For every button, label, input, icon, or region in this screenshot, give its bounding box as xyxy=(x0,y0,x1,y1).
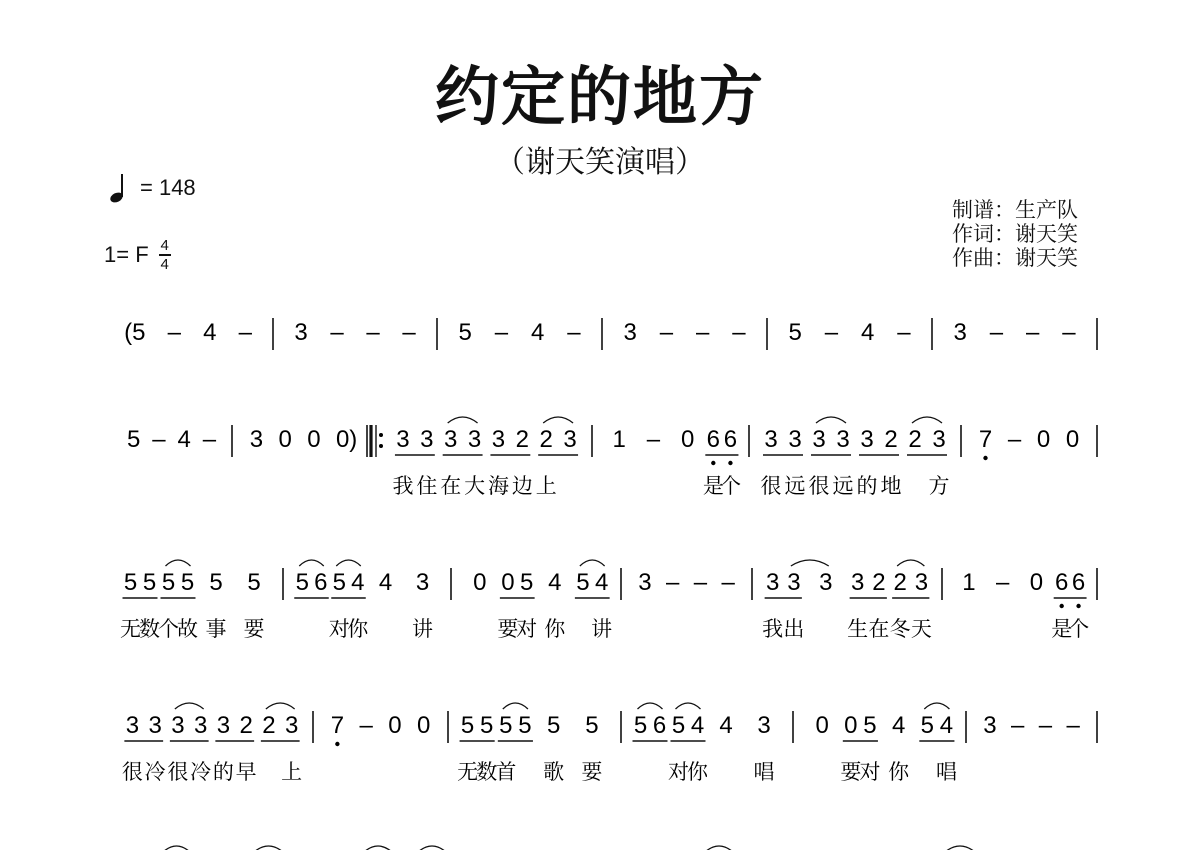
score-title: 约定的地方 xyxy=(435,61,765,135)
lyric-char: 首 xyxy=(495,760,517,784)
note: 3 xyxy=(396,426,410,453)
slur-arc xyxy=(299,560,324,566)
note: 2 xyxy=(872,569,886,596)
note: 6 xyxy=(652,712,667,739)
dash-extension: – xyxy=(202,426,217,453)
note: 3 xyxy=(171,712,185,739)
note: 4 xyxy=(548,569,562,596)
note: 5 xyxy=(920,712,934,739)
lyric-char: 对 xyxy=(516,617,538,641)
note: 5 xyxy=(180,569,195,596)
note: 3 xyxy=(953,319,967,346)
note: 3 xyxy=(914,569,929,596)
dash-extension: – xyxy=(695,319,710,346)
lyric-char: 边 xyxy=(511,474,533,498)
credit-lyricist: 作词：谢天笑 xyxy=(952,222,1078,246)
note: 6 xyxy=(706,426,720,453)
note: 3 xyxy=(415,569,430,596)
note: 4 xyxy=(939,712,954,739)
dash-extension: – xyxy=(359,712,373,739)
note: 4 xyxy=(719,712,733,739)
lyric-char: 在 xyxy=(868,617,890,641)
lyric-char: 海 xyxy=(487,474,509,498)
octave-dot xyxy=(335,742,339,746)
note: 5 xyxy=(295,569,309,596)
note: 3 xyxy=(193,712,208,739)
lyric-char: 要 xyxy=(840,760,862,784)
lyric-char: 冷 xyxy=(190,760,212,784)
slur-arc xyxy=(266,703,295,709)
note: 4 xyxy=(177,426,191,453)
note: 0 xyxy=(1065,426,1080,453)
slur-arc xyxy=(175,703,204,709)
repeat-dot xyxy=(379,433,383,437)
slur-arc xyxy=(448,417,478,423)
note: 5 xyxy=(863,712,877,739)
dash-extension: – xyxy=(152,426,166,453)
note: 0 xyxy=(1029,569,1044,596)
octave-dot xyxy=(728,461,732,465)
note: 6 xyxy=(314,569,328,596)
dash-extension: – xyxy=(721,569,735,596)
note: 3 xyxy=(249,426,264,453)
note: 2 xyxy=(515,426,529,453)
note: 7 xyxy=(978,426,993,453)
note: 3 xyxy=(563,426,577,453)
note: 5 xyxy=(142,569,157,596)
note: 3 xyxy=(757,712,771,739)
slur-arc xyxy=(254,846,283,850)
octave-dot xyxy=(1059,604,1063,608)
lyric-char: 大 xyxy=(464,474,486,498)
note: 5 xyxy=(247,569,261,596)
note: 3 xyxy=(294,319,308,346)
note: 2 xyxy=(539,426,553,453)
slur-arc xyxy=(897,560,924,566)
lyric-char: 对 xyxy=(668,760,689,784)
credit-transcriber: 制谱：生产队 xyxy=(952,198,1078,222)
dash-extension: – xyxy=(494,319,509,346)
lyric-char: 对 xyxy=(328,617,350,641)
lyric-char: 是 xyxy=(1051,617,1073,641)
note: 7 xyxy=(330,712,345,739)
note: 4 xyxy=(690,712,705,739)
slur-arc xyxy=(163,846,190,850)
lyric-char: 个 xyxy=(719,474,741,498)
note: 3 xyxy=(788,426,802,453)
note: 6 xyxy=(1055,569,1069,596)
lyric-char: 你 xyxy=(347,617,369,641)
dash-extension: – xyxy=(330,319,344,346)
lyric-char: 个 xyxy=(1068,617,1090,641)
note: 5 xyxy=(480,712,494,739)
note: 5 xyxy=(332,569,346,596)
lyric-char: 讲 xyxy=(591,617,613,641)
note: 2 xyxy=(893,569,907,596)
note: 3 xyxy=(623,319,637,346)
lyric-char: 上 xyxy=(281,760,303,784)
octave-dot xyxy=(1076,604,1080,608)
dash-extension: – xyxy=(167,319,181,346)
note: 5 xyxy=(458,319,472,346)
note: 3 xyxy=(932,426,946,453)
dash-extension: – xyxy=(693,569,708,596)
note: 0 xyxy=(815,712,829,739)
lyric-char: 个 xyxy=(158,617,179,641)
lyric-char: 唱 xyxy=(935,760,957,784)
note: 2 xyxy=(884,426,898,453)
note: 1 xyxy=(962,569,976,596)
lyric-char: 远 xyxy=(784,474,806,498)
dash-extension: – xyxy=(1010,712,1025,739)
lyric-char: 方 xyxy=(928,474,950,498)
slur-arc xyxy=(791,560,829,566)
lyric-char: 的 xyxy=(212,760,234,784)
note: 2 xyxy=(262,712,276,739)
slur-arc xyxy=(705,846,733,850)
note: 5 xyxy=(633,712,648,739)
lyric-char: 事 xyxy=(205,617,227,641)
dash-extension: – xyxy=(366,319,380,346)
note: 3 xyxy=(420,426,434,453)
score-subtitle: （谢天笑演唱） xyxy=(495,145,705,180)
note: 3 xyxy=(765,569,780,596)
slur-arc xyxy=(503,703,528,709)
note: 0 xyxy=(501,569,515,596)
note: 0 xyxy=(416,712,431,739)
note: 5 xyxy=(499,712,513,739)
note: 0 xyxy=(680,426,695,453)
note: 5 xyxy=(671,712,686,739)
lyric-char: 你 xyxy=(888,760,910,784)
slur-arc xyxy=(418,846,446,850)
note: 0) xyxy=(335,426,358,453)
lyric-char: 冬 xyxy=(889,617,911,641)
lyric-char: 很 xyxy=(760,474,782,498)
note: 5 xyxy=(209,569,223,596)
note: 3 xyxy=(638,569,652,596)
lyric-char: 地 xyxy=(880,474,902,498)
dash-extension: – xyxy=(732,319,746,346)
note: 6 xyxy=(1071,569,1086,596)
note: 0 xyxy=(278,426,292,453)
note: 0 xyxy=(388,712,402,739)
dash-extension: – xyxy=(1038,712,1053,739)
note: 3 xyxy=(444,426,458,453)
lyric-char: 早 xyxy=(235,760,257,784)
slur-arc xyxy=(336,560,361,566)
note: 3 xyxy=(819,569,833,596)
slur-arc xyxy=(166,560,191,566)
note: 5 xyxy=(788,319,802,346)
note: 3 xyxy=(850,569,865,596)
note: 4 xyxy=(203,319,217,346)
tempo-value: = 148 xyxy=(140,175,196,200)
lyric-char: 无 xyxy=(457,760,479,784)
note: 1 xyxy=(612,426,626,453)
note: 5 xyxy=(576,569,590,596)
note: 5 xyxy=(519,569,534,596)
note: 3 xyxy=(148,712,162,739)
note: 0 xyxy=(1036,426,1051,453)
dash-extension: – xyxy=(402,319,416,346)
lyric-char: 出 xyxy=(783,617,805,641)
dash-extension: – xyxy=(824,319,839,346)
lyric-char: 我 xyxy=(392,474,414,498)
note: 5 xyxy=(518,712,532,739)
lyric-char: 唱 xyxy=(753,760,775,784)
lyric-char: 冷 xyxy=(144,760,166,784)
note: 2 xyxy=(239,712,253,739)
lyric-char: 很 xyxy=(167,760,189,784)
note: 4 xyxy=(860,319,875,346)
note: 4 xyxy=(530,319,545,346)
note: 3 xyxy=(787,569,801,596)
dash-extension: – xyxy=(1062,319,1076,346)
dash-extension: – xyxy=(897,319,911,346)
note: 3 xyxy=(860,426,874,453)
lyric-char: 很 xyxy=(121,760,143,784)
lyric-char: 远 xyxy=(832,474,854,498)
slur-arc xyxy=(924,703,949,709)
note: 4 xyxy=(351,569,365,596)
dash-extension: – xyxy=(567,319,581,346)
lyric-char: 故 xyxy=(177,617,198,641)
slur-arc xyxy=(945,846,975,850)
lyric-char: 在 xyxy=(440,474,462,498)
lyric-char: 讲 xyxy=(412,617,433,641)
meter-top: 4 xyxy=(160,237,169,254)
note: 3 xyxy=(284,712,299,739)
lyric-char: 住 xyxy=(416,474,438,498)
note: 5 xyxy=(126,426,141,453)
note: 3 xyxy=(467,426,482,453)
note: 0 xyxy=(307,426,321,453)
slur-arc xyxy=(676,703,701,709)
note: 5 xyxy=(546,712,561,739)
slur-arc xyxy=(638,703,663,709)
dash-extension: – xyxy=(1025,319,1040,346)
lyric-char: 天 xyxy=(910,617,932,641)
lyric-char: 对 xyxy=(859,760,881,784)
octave-dot xyxy=(983,456,987,460)
dash-extension: – xyxy=(646,426,661,453)
key-text: 1= F xyxy=(104,241,149,267)
lyric-char: 的 xyxy=(856,474,878,498)
octave-dot xyxy=(711,461,715,465)
slur-arc xyxy=(580,560,605,566)
repeat-dot xyxy=(379,444,383,448)
note: 2 xyxy=(908,426,922,453)
lyric-char: 无 xyxy=(120,617,141,641)
note: 5 xyxy=(585,712,599,739)
dash-extension: – xyxy=(659,319,674,346)
dash-extension: – xyxy=(1066,712,1080,739)
note: 3 xyxy=(125,712,140,739)
dash-extension: – xyxy=(1007,426,1022,453)
lyric-char: 是 xyxy=(702,474,724,498)
slur-arc xyxy=(543,417,573,423)
slur-arc xyxy=(912,417,942,423)
dash-extension: – xyxy=(989,319,1004,346)
lyric-char: 数 xyxy=(476,760,498,784)
lyric-char: 上 xyxy=(535,474,557,498)
lyric-char: 我 xyxy=(762,617,784,641)
dash-extension: – xyxy=(238,319,252,346)
slur-arc xyxy=(816,417,846,423)
note: 4 xyxy=(891,712,906,739)
note: 3 xyxy=(983,712,997,739)
lyric-char: 数 xyxy=(139,617,160,641)
note: 4 xyxy=(378,569,393,596)
lyric-char: 歌 xyxy=(543,760,565,784)
lyric-char: 很 xyxy=(808,474,830,498)
lyric-char: 要 xyxy=(581,760,603,784)
note: 3 xyxy=(812,426,826,453)
note: 0 xyxy=(844,712,858,739)
note: 3 xyxy=(764,426,778,453)
note: 4 xyxy=(594,569,609,596)
credit-composer: 作曲：谢天笑 xyxy=(952,246,1078,270)
lyric-char: 要 xyxy=(497,617,519,641)
dash-extension: – xyxy=(665,569,680,596)
slur-arc xyxy=(364,846,392,850)
dash-extension: – xyxy=(995,569,1010,596)
note: (5 xyxy=(124,319,146,346)
lyric-char: 生 xyxy=(847,617,869,641)
note: 3 xyxy=(216,712,231,739)
note: 5 xyxy=(123,569,138,596)
note: 6 xyxy=(723,426,738,453)
lyric-char: 要 xyxy=(243,617,265,641)
note: 3 xyxy=(491,426,506,453)
note: 0 xyxy=(473,569,487,596)
lyric-char: 你 xyxy=(544,617,566,641)
note: 5 xyxy=(161,569,176,596)
note: 3 xyxy=(836,426,850,453)
note: 5 xyxy=(460,712,475,739)
lyric-char: 你 xyxy=(687,760,708,784)
meter-bottom: 4 xyxy=(160,255,169,273)
